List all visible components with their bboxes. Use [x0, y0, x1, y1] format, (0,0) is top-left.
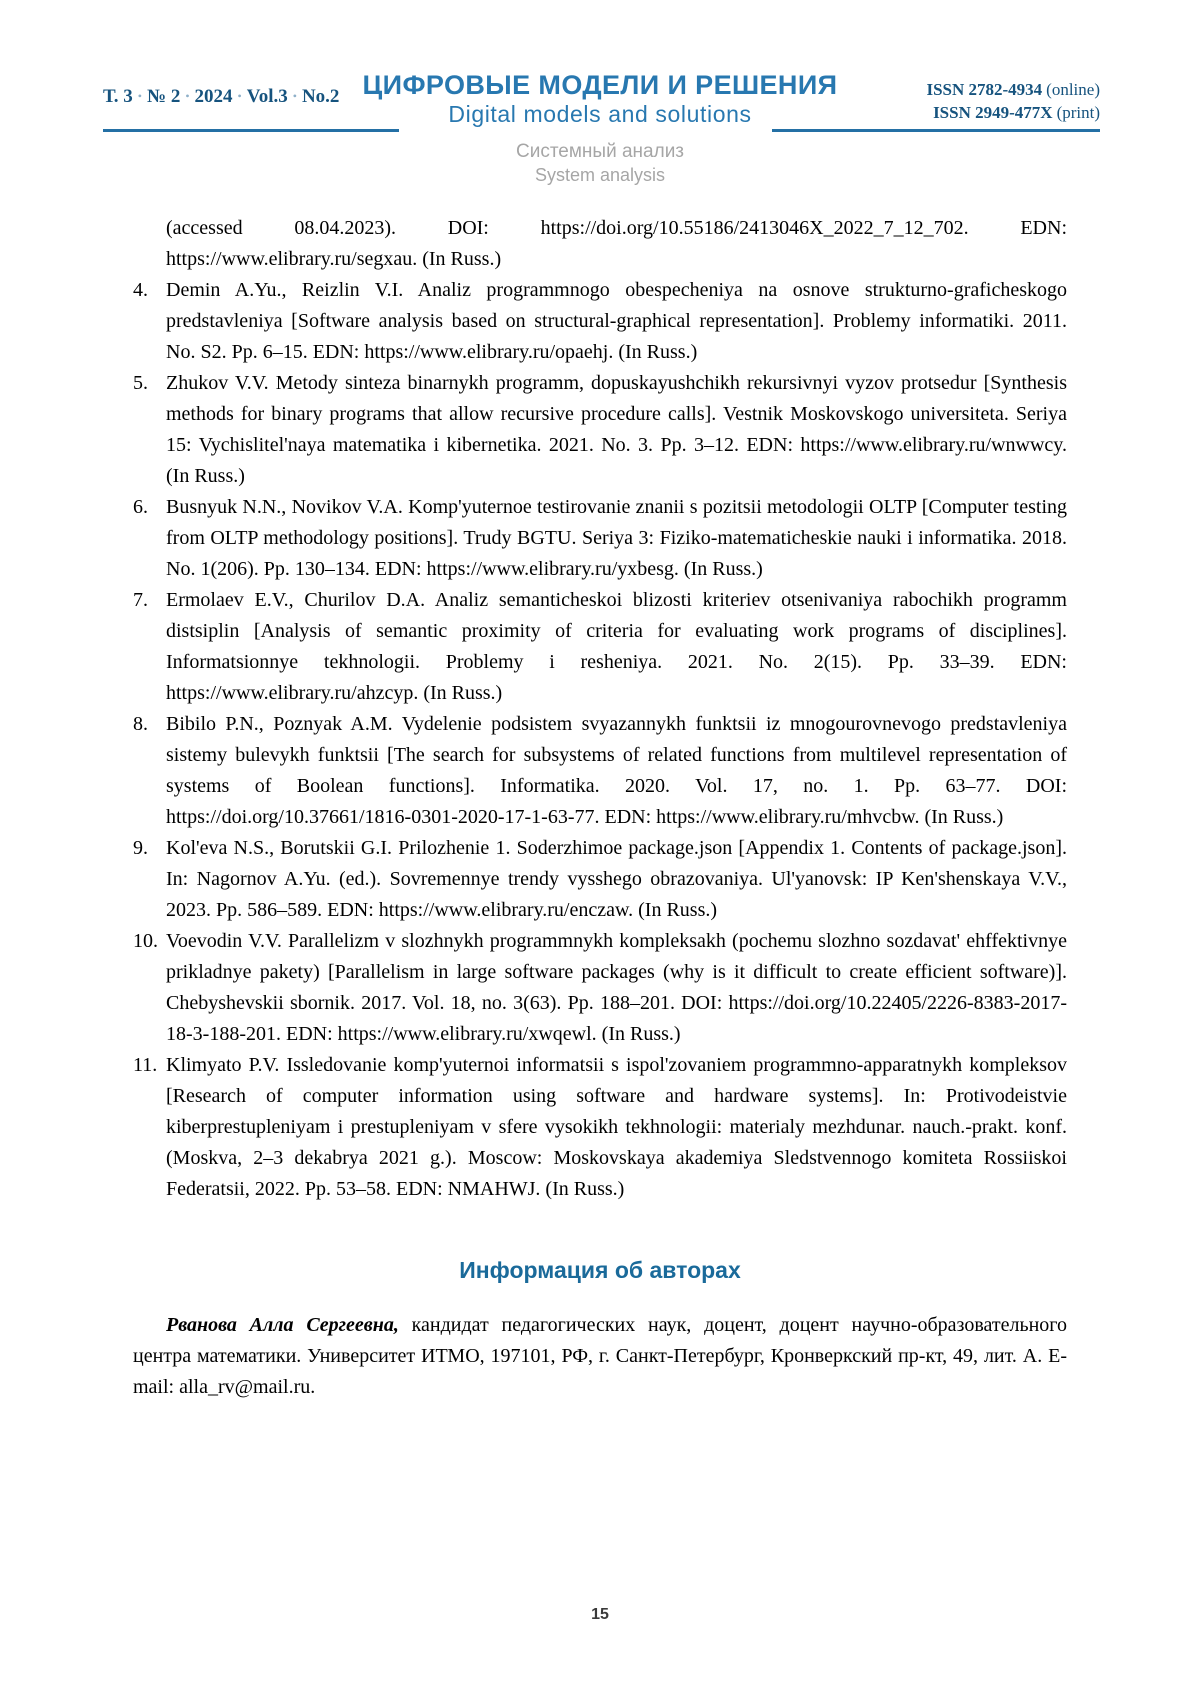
- section-labels: [516, 140, 684, 186]
- authors-heading: Информация об авторах: [459, 1257, 741, 1283]
- reference-item-9: [133, 833, 1067, 926]
- reference-item-4: [133, 275, 1067, 368]
- reference-number: 6.: [133, 496, 148, 518]
- header-rule-left: [103, 129, 399, 132]
- reference-item-5: [133, 368, 1067, 492]
- volume-part: № 2: [146, 86, 181, 107]
- journal-title-block: [363, 70, 838, 128]
- reference-text: (accessed 08.04.2023). DOI: https://doi.org/10.55186/2413046X_2022_7_12_702. EDN: https://www.elibrary.ru/segxau. (In Russ.): [166, 217, 1067, 270]
- dot-separator-icon: •: [237, 89, 242, 103]
- reference-text: Busnyuk N.N., Novikov V.A. Komp'yuternoe testirovanie znanii s pozitsii metodologii OLTP [Computer testing from OLTP methodology positions]. Trudy BGTU. Seriya 3: Fiziko-matematicheskie nauki i informatika. 2018. No. 1(206). Pp. 130–134. EDN: https://www.elibrary.ru/yxbesg. (In Russ.): [166, 496, 1067, 580]
- volume-issue-info: [103, 86, 339, 108]
- header-rule-right: [772, 129, 1100, 132]
- issn-online-label: (online): [1046, 80, 1100, 99]
- volume-part: Vol.3: [246, 86, 288, 107]
- issn-online-number: ISSN 2782-4934: [926, 80, 1043, 99]
- dot-separator-icon: •: [137, 89, 142, 103]
- reference-item-8: [133, 709, 1067, 833]
- section-label-ru: Системный анализ: [515, 141, 685, 162]
- issn-block: [926, 78, 1100, 124]
- issn-print-label: (print): [1056, 103, 1100, 122]
- volume-part: No.2: [301, 86, 340, 107]
- reference-number: 11.: [133, 1054, 158, 1076]
- reference-number: 5.: [133, 372, 148, 394]
- reference-text: Demin A.Yu., Reizlin V.I. Analiz programmnogo obespecheniya na osnove strukturno-graficheskogo predstavleniya [Software analysis based on structural-graphical representation]. Problemy informatiki. 2011. No. S2. Pp. 6–15. EDN: https://www.elibrary.ru/opaehj. (In Russ.): [166, 279, 1067, 363]
- journal-title-ru: ЦИФРОВЫЕ МОДЕЛИ И РЕШЕНИЯ: [362, 70, 838, 100]
- reference-text: Klimyato P.V. Issledovanie komp'yuternoi informatsii s ispol'zovaniem programmno-apparatnykh kompleksov [Research of computer information using software and hardware systems]. In: Protivodeistvie kiberprestupleniyam i prestupleniyam v sfere vysokikh tekhnologii: materialy mezhdunar. nauch.-prakt. konf. (Moskva, 2–3 dekabrya 2021 g.). Moscow: Moskovskaya akademiya Sledstvennogo komiteta Rossiiskoi Federatsii, 2022. Pp. 53–58. EDN: NMAHWJ. (In Russ.): [166, 1054, 1067, 1200]
- reference-item-6: [133, 492, 1067, 585]
- reference-number: 10.: [133, 930, 158, 952]
- reference-text: Zhukov V.V. Metody sinteza binarnykh programm, dopuskayushchikh rekursivnyi vyzov protsedur [Synthesis methods for binary programs that allow recursive procedure calls]. Vestnik Moskovskogo universiteta. Seriya 15: Vychislitel'naya matematika i kibernetika. 2021. No. 3. Pp. 3–12. EDN: https://www.elibrary.ru/wnwwcy. (In Russ.): [166, 372, 1067, 487]
- author-details: кандидат педагогических наук, доцент, доцент научно-образовательного центра математики. Университет ИТМО, 197101, РФ, г. Санкт-Петербург, Кронверкский пр-кт, 49, лит. А. E-mail: alla_rv@mail.ru.: [133, 1314, 1067, 1398]
- dot-separator-icon: •: [185, 89, 190, 103]
- author-paragraph: [133, 1310, 1067, 1403]
- reference-number: 9.: [133, 837, 148, 859]
- reference-text: Ermolaev E.V., Churilov D.A. Analiz semanticheskoi blizosti kriteriev otsenivaniya rabochikh programm distsiplin [Analysis of semantic proximity of criteria for evaluating work programs of disciplines]. Informatsionnye tekhnologii. Problemy i resheniya. 2021. No. 2(15). Pp. 33–39. EDN: https://www.elibrary.ru/ahzcyp. (In Russ.): [166, 589, 1067, 704]
- issn-print-number: ISSN 2949-477X: [933, 103, 1053, 122]
- volume-part: Т. 3: [103, 86, 133, 107]
- reference-text: Bibilo P.N., Poznyak A.M. Vydelenie podsistem svyazannykh funktsii iz mnogourovnevogo predstavleniya sistemy bulevykh funktsii [The search for subsystems of related functions from multilevel representation of systems of Boolean functions]. Informatika. 2020. Vol. 17, no. 1. Pp. 63–77. DOI: https://doi.org/10.37661/1816-0301-2020-17-1-63-77. EDN: https://www.elibrary.ru/mhvcbw. (In Russ.): [166, 713, 1067, 828]
- reference-text: Kol'eva N.S., Borutskii G.I. Prilozhenie 1. Soderzhimoe package.json [Appendix 1. Contents of package.json]. In: Nagornov A.Yu. (ed.). Sovremennye trendy vysshego obrazovaniya. Ul'yanovsk: IP Ken'shenskaya V.V., 2023. Pp. 586–589. EDN: https://www.elibrary.ru/enczaw. (In Russ.): [166, 837, 1067, 921]
- reference-item-7: [133, 585, 1067, 709]
- issn-print-line: [926, 101, 1100, 124]
- reference-number: 7.: [133, 589, 148, 611]
- page-number: 15: [591, 1606, 609, 1623]
- reference-number: 8.: [133, 713, 148, 735]
- reference-text: Voevodin V.V. Parallelizm v slozhnykh programmnykh kompleksakh (pochemu slozhno sozdavat' ehffektivnye prikladnye pakety) [Parallelism in large software packages (why is it difficult to create efficient software)]. Chebyshevskii sbornik. 2017. Vol. 18, no. 3(63). Pp. 188–201. DOI: https://doi.org/10.22405/2226-8383-2017-18-3-188-201. EDN: https://www.elibrary.ru/xwqewl. (In Russ.): [166, 930, 1067, 1045]
- section-label-en: System analysis: [534, 165, 666, 185]
- main-content: [133, 213, 1067, 1403]
- journal-title-en: Digital models and solutions: [448, 101, 752, 127]
- dot-separator-icon: •: [292, 89, 297, 103]
- issn-online-line: [926, 78, 1100, 101]
- volume-part: 2024: [194, 86, 233, 107]
- author-name: Рванова Алла Сергеевна,: [166, 1314, 399, 1336]
- reference-item-continuation: [133, 213, 1067, 275]
- reference-item-11: [133, 1050, 1067, 1205]
- reference-item-10: [133, 926, 1067, 1050]
- reference-number: 4.: [133, 279, 148, 301]
